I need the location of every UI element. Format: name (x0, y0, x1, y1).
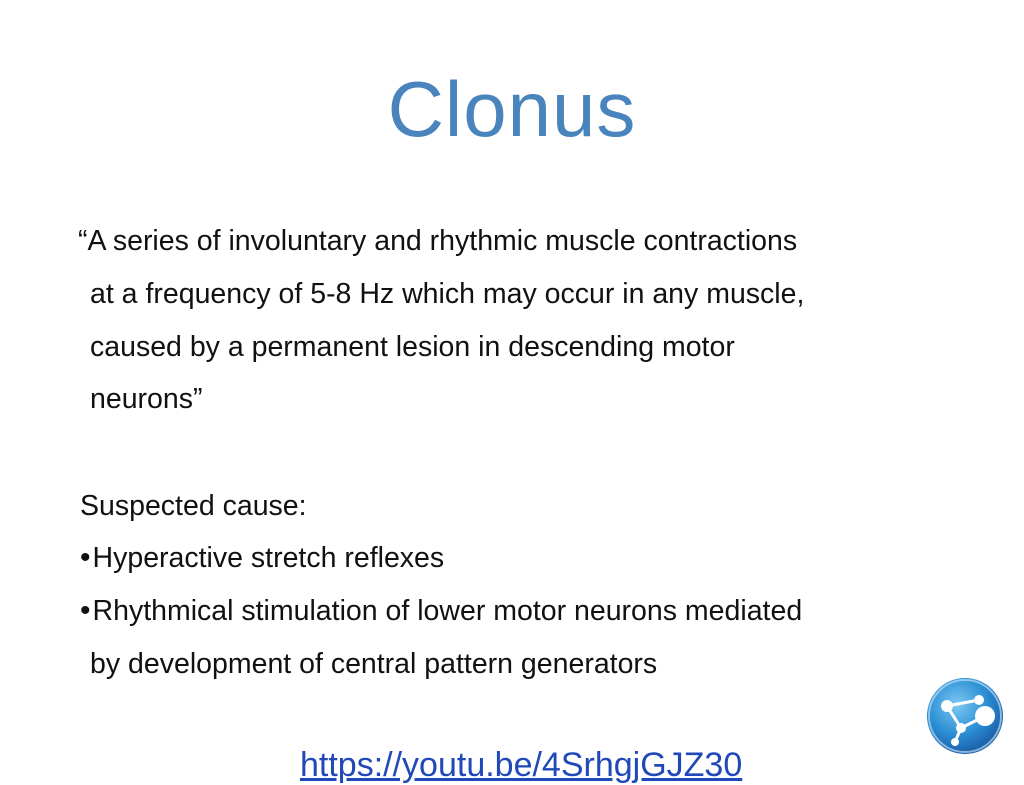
bullet-item-1 (80, 541, 444, 575)
network-sphere-icon (925, 676, 1005, 756)
definition-line-2: at a frequency of 5-8 Hz which may occur in any muscle, (90, 278, 805, 310)
bullet-icon: • (80, 594, 91, 627)
bullet-icon: • (80, 541, 91, 574)
bullet-text: Hyperactive stretch reflexes (92, 542, 445, 574)
slide-title: Clonus (387, 65, 637, 153)
bullet-continuation: by development of central pattern generators (90, 648, 658, 680)
youtube-link[interactable]: https://youtu.be/4SrhgjGJZ30 (300, 746, 743, 784)
definition-line-4: neurons” (90, 383, 203, 415)
bullet-text: Rhythmical stimulation of lower motor neurons mediated (92, 595, 803, 627)
bullet-item-2 (80, 594, 802, 628)
cause-heading: Suspected cause: (80, 490, 307, 522)
definition-line-1: “A series of involuntary and rhythmic muscle contractions (78, 225, 798, 257)
definition-line-3: caused by a permanent lesion in descending motor (90, 331, 735, 363)
